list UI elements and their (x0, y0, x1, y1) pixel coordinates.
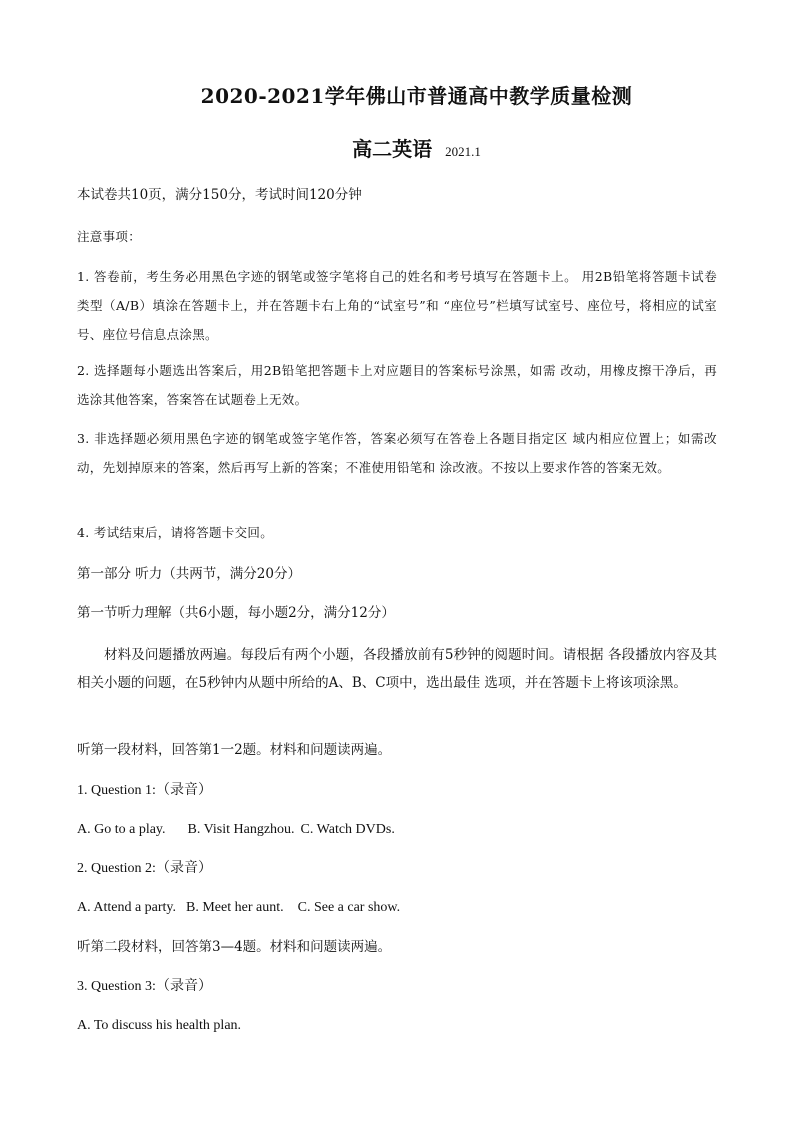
question-3: 3. Question 3:（录音） (77, 979, 212, 994)
subject-name: 高二英语 (352, 137, 433, 161)
notice-item-4: 4. 考试结束后，请将答题卡交回。 (77, 525, 274, 540)
page-title: 2020-2021学年佛山市普通高中教学质量检测 (200, 84, 633, 108)
exam-intro: 本试卷共10页，满分150分，考试时间120分钟 (77, 187, 362, 203)
question-2-options (77, 897, 717, 919)
q1-option-b: B. Visit Hangzhou. (187, 822, 295, 837)
part1-heading: 第一部分 听力（共两节，满分20分） (77, 566, 301, 582)
q1-option-c: C. Watch DVDs. (300, 822, 395, 837)
question-1-options (77, 819, 717, 841)
section1-heading: 第一节听力理解（共6小题，每小题2分，满分12分） (77, 605, 395, 621)
exam-date: 2021.1 (445, 144, 481, 159)
q2-option-a: A. Attend a party. (77, 900, 177, 915)
q2-option-b: B. Meet her aunt. (186, 900, 284, 915)
segment2-lead: 听第二段材料，回答第3—4题。材料和问题读两遍。 (77, 939, 392, 955)
notice-item-3: 3. 非选择题必须用黑色字迹的钢笔或签字笔作答，答案必须写在答卷上各题目指定区 域内相应位置上；如需改动，先划掉原来的答案，然后再写上新的答案；不准使用铅笔和 涂改液。不按以上要求作答的答案无效。 (77, 431, 717, 475)
q2-option-c: C. See a car show. (297, 900, 401, 915)
q1-option-a: A. Go to a play. (77, 822, 166, 837)
question-1: 1. Question 1:（录音） (77, 783, 212, 798)
notice-item-2: 2. 选择题每小题选出答案后，用2B铅笔把答题卡上对应题目的答案标号涂黑，如需 改动，用橡皮擦干净后，再选涂其他答案，答案答在试题卷上无效。 (77, 363, 717, 407)
listening-instructions: 材料及问题播放两遍。每段后有两个小题，各段播放前有5秒钟的阅题时间。请根据 各段播放内容及其相关小题的问题，在5秒钟内从题中所给的A、B、C项中，选出最佳 选项，并在答题卡上将该项涂黑。 (77, 647, 717, 691)
q3-option-a: A. To discuss his health plan. (77, 1018, 242, 1033)
subject-line (0, 133, 793, 162)
segment1-lead: 听第一段材料，回答第1一2题。材料和问题读两遍。 (77, 742, 392, 758)
notice-heading: 注意事项： (77, 229, 142, 244)
notice-item-1: 1. 答卷前，考生务必用黑色字迹的钢笔或签字笔将自己的姓名和考号填写在答题卡上。 用2B铅笔将答题卡试卷类型（A/B）填涂在答题卡上，并在答题卡右上角的“试室号”和 “座位号”栏填写试室号、座位号，将相应的试室号、座位号信息点涂黑。 (77, 269, 717, 342)
question-2: 2. Question 2:（录音） (77, 861, 212, 876)
